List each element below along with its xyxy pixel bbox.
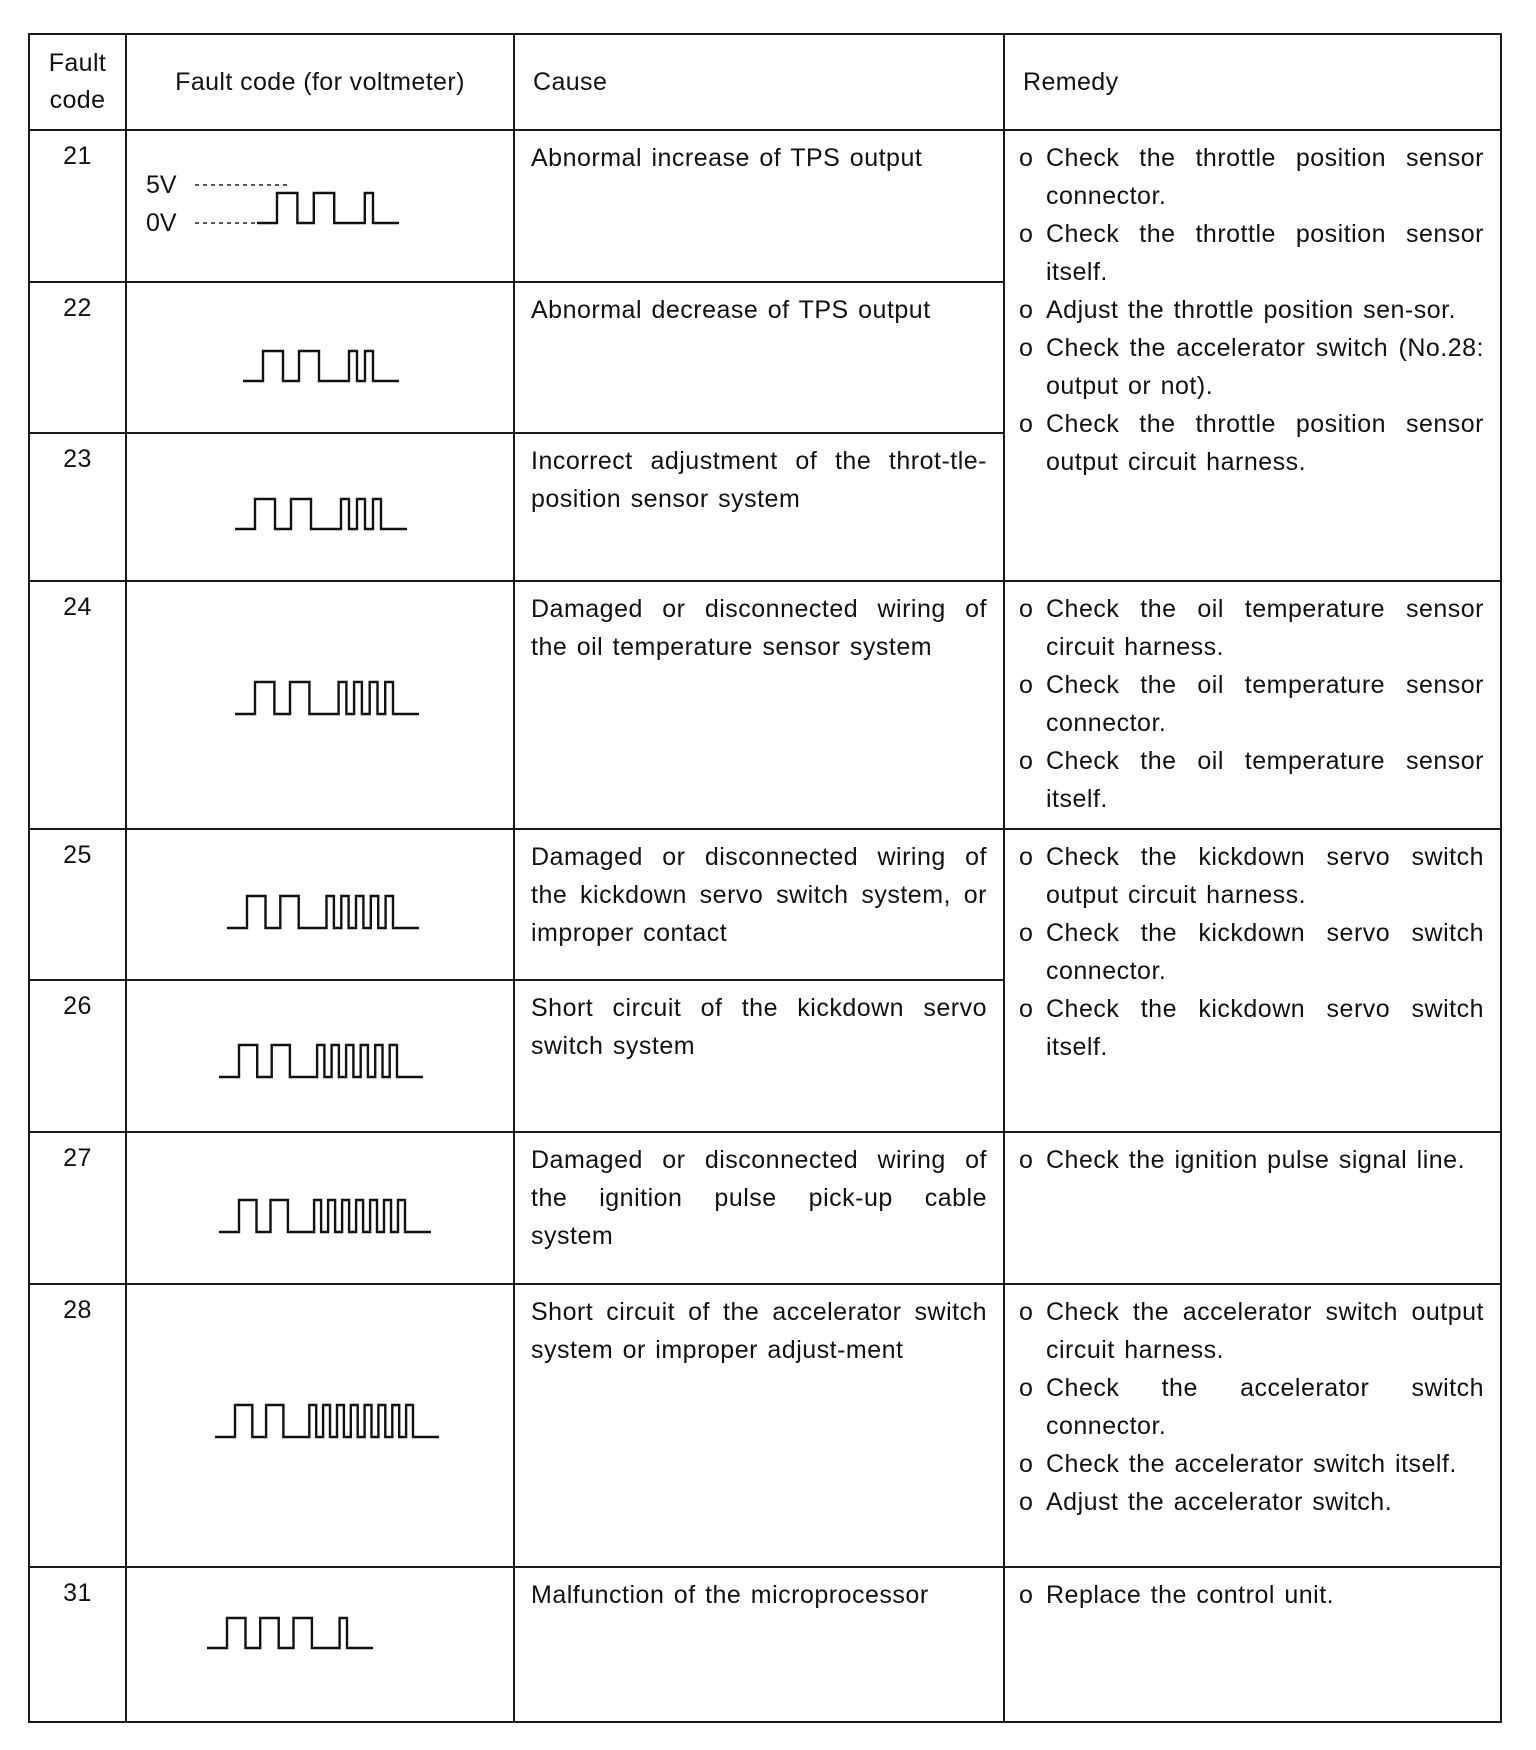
header-fault-code-line2: code: [49, 86, 106, 114]
remedy-text: Check the accelerator switch itself.: [1046, 1450, 1457, 1478]
cause-cell: Damaged or disconnected wiring of the oil temperature sensor system: [514, 581, 1004, 829]
waveform-diagram: [127, 830, 515, 981]
table-row: [29, 1132, 1501, 1284]
table-row: [29, 1284, 1501, 1567]
remedy-text: Check the oil temperature sensor circuit harness.: [1046, 595, 1484, 661]
remedy-cell: [1004, 130, 1501, 581]
bullet-icon: o: [1019, 1374, 1034, 1402]
pulse-waveform-21: [257, 193, 399, 223]
fault-code-cell: 23: [29, 433, 126, 581]
fault-code-table: [28, 33, 1502, 1723]
remedy-list: [1019, 1576, 1484, 1614]
fault-code-cell: 24: [29, 581, 126, 829]
cause-cell: Short circuit of the kickdown servo switch system: [514, 980, 1004, 1132]
remedy-text: Check the accelerator switch connector.: [1046, 1374, 1484, 1440]
remedy-text: Check the oil temperature sensor itself.: [1046, 747, 1484, 813]
cause-cell: Abnormal increase of TPS output: [514, 130, 1004, 282]
fault-code-cell: 21: [29, 130, 126, 282]
remedy-text: Check the kickdown servo switch output circuit harness.: [1046, 843, 1484, 909]
cause-cell: Malfunction of the microprocessor: [514, 1567, 1004, 1722]
waveform-cell: [126, 433, 514, 581]
remedy-item: [1019, 139, 1484, 215]
remedy-text: Replace the control unit.: [1046, 1581, 1335, 1609]
header-cause: Cause: [514, 34, 1004, 130]
bullet-icon: o: [1019, 220, 1034, 248]
waveform-cell: [126, 829, 514, 980]
remedy-text: Check the accelerator switch output circuit harness.: [1046, 1298, 1484, 1364]
remedy-cell: [1004, 1567, 1501, 1722]
remedy-text: Check the throttle position sensor output circuit harness.: [1046, 410, 1484, 476]
cause-cell: Short circuit of the accelerator switch system or improper adjust-ment: [514, 1284, 1004, 1567]
remedy-list: [1019, 139, 1484, 481]
pulse-waveform-26: [219, 1045, 423, 1077]
bullet-icon: o: [1019, 1298, 1034, 1326]
remedy-list: [1019, 1293, 1484, 1521]
waveform-diagram: [127, 1133, 515, 1285]
fault-code-cell: 28: [29, 1284, 126, 1567]
remedy-item: [1019, 666, 1484, 742]
bullet-icon: o: [1019, 1450, 1034, 1478]
remedy-text: Check the accelerator switch (No.28: output or not).: [1046, 334, 1484, 400]
pulse-waveform-31: [207, 1618, 373, 1648]
cause-cell: Incorrect adjustment of the throt-tle-position sensor system: [514, 433, 1004, 581]
waveform-cell: [126, 130, 514, 282]
remedy-item: [1019, 329, 1484, 405]
waveform-cell: [126, 581, 514, 829]
remedy-list: [1019, 1141, 1484, 1179]
waveform-diagram: [127, 283, 515, 434]
bullet-icon: o: [1019, 1488, 1034, 1516]
remedy-text: Check the throttle position sensor connector.: [1046, 144, 1484, 210]
waveform-diagram: [127, 1285, 515, 1568]
fault-code-cell: 31: [29, 1567, 126, 1722]
cause-cell: Abnormal decrease of TPS output: [514, 282, 1004, 433]
table-row: [29, 581, 1501, 829]
remedy-item: [1019, 914, 1484, 990]
bullet-icon: o: [1019, 919, 1034, 947]
remedy-text: Check the throttle position sensor itself.: [1046, 220, 1484, 286]
waveform-diagram: [127, 131, 515, 283]
remedy-text: Adjust the throttle position sen-sor.: [1046, 296, 1457, 324]
pulse-waveform-24: [235, 682, 419, 714]
remedy-item: [1019, 1141, 1484, 1179]
remedy-cell: [1004, 1132, 1501, 1284]
remedy-text: Check the kickdown servo switch itself.: [1046, 995, 1484, 1061]
bullet-icon: o: [1019, 747, 1034, 775]
bullet-icon: o: [1019, 595, 1034, 623]
bullet-icon: o: [1019, 995, 1034, 1023]
bullet-icon: o: [1019, 843, 1034, 871]
bullet-icon: o: [1019, 671, 1034, 699]
remedy-item: [1019, 1369, 1484, 1445]
remedy-item: [1019, 838, 1484, 914]
pulse-waveform-27: [219, 1200, 431, 1232]
pulse-waveform-25: [227, 896, 419, 928]
remedy-item: [1019, 742, 1484, 818]
voltage-label-high: 5V: [146, 171, 177, 199]
fault-code-sheet: [28, 33, 1500, 1723]
header-fault-code: [29, 34, 126, 130]
bullet-icon: o: [1019, 410, 1034, 438]
remedy-cell: [1004, 829, 1501, 1132]
remedy-cell: [1004, 581, 1501, 829]
waveform-cell: [126, 980, 514, 1132]
header-fault-code-line1: Fault: [48, 49, 107, 77]
waveform-cell: [126, 1132, 514, 1284]
waveform-diagram: [127, 582, 515, 830]
header-waveform: Fault code (for voltmeter): [126, 34, 514, 130]
bullet-icon: o: [1019, 144, 1034, 172]
bullet-icon: o: [1019, 1581, 1034, 1609]
remedy-item: [1019, 590, 1484, 666]
remedy-item: [1019, 405, 1484, 481]
remedy-item: [1019, 1576, 1484, 1614]
remedy-text: Adjust the accelerator switch.: [1046, 1488, 1393, 1516]
remedy-text: Check the ignition pulse signal line.: [1046, 1146, 1466, 1174]
waveform-diagram: [127, 434, 515, 582]
table-row: [29, 829, 1501, 980]
bullet-icon: o: [1019, 1146, 1034, 1174]
fault-code-cell: 25: [29, 829, 126, 980]
fault-code-cell: 27: [29, 1132, 126, 1284]
remedy-item: [1019, 215, 1484, 291]
waveform-diagram: [127, 1568, 515, 1723]
bullet-icon: o: [1019, 334, 1034, 362]
remedy-text: Check the kickdown servo switch connector.: [1046, 919, 1484, 985]
cause-cell: Damaged or disconnected wiring of the ignition pulse pick-up cable system: [514, 1132, 1004, 1284]
table-row: [29, 130, 1501, 282]
bullet-icon: o: [1019, 296, 1034, 324]
voltage-label-low: 0V: [146, 209, 177, 237]
header-remedy: Remedy: [1004, 34, 1501, 130]
table-row: [29, 1567, 1501, 1722]
remedy-item: [1019, 291, 1484, 329]
waveform-cell: [126, 1567, 514, 1722]
pulse-waveform-22: [243, 351, 399, 381]
remedy-cell: [1004, 1284, 1501, 1567]
remedy-list: [1019, 590, 1484, 818]
remedy-list: [1019, 838, 1484, 1066]
remedy-item: [1019, 1483, 1484, 1521]
fault-code-cell: 26: [29, 980, 126, 1132]
cause-cell: Damaged or disconnected wiring of the kickdown servo switch system, or improper contact: [514, 829, 1004, 980]
table-header-row: [29, 34, 1501, 130]
pulse-waveform-23: [235, 499, 407, 529]
remedy-item: [1019, 1293, 1484, 1369]
fault-code-cell: 22: [29, 282, 126, 433]
pulse-waveform-28: [215, 1405, 439, 1437]
waveform-cell: [126, 282, 514, 433]
waveform-cell: [126, 1284, 514, 1567]
waveform-diagram: [127, 981, 515, 1133]
remedy-text: Check the oil temperature sensor connector.: [1046, 671, 1484, 737]
remedy-item: [1019, 1445, 1484, 1483]
remedy-item: [1019, 990, 1484, 1066]
